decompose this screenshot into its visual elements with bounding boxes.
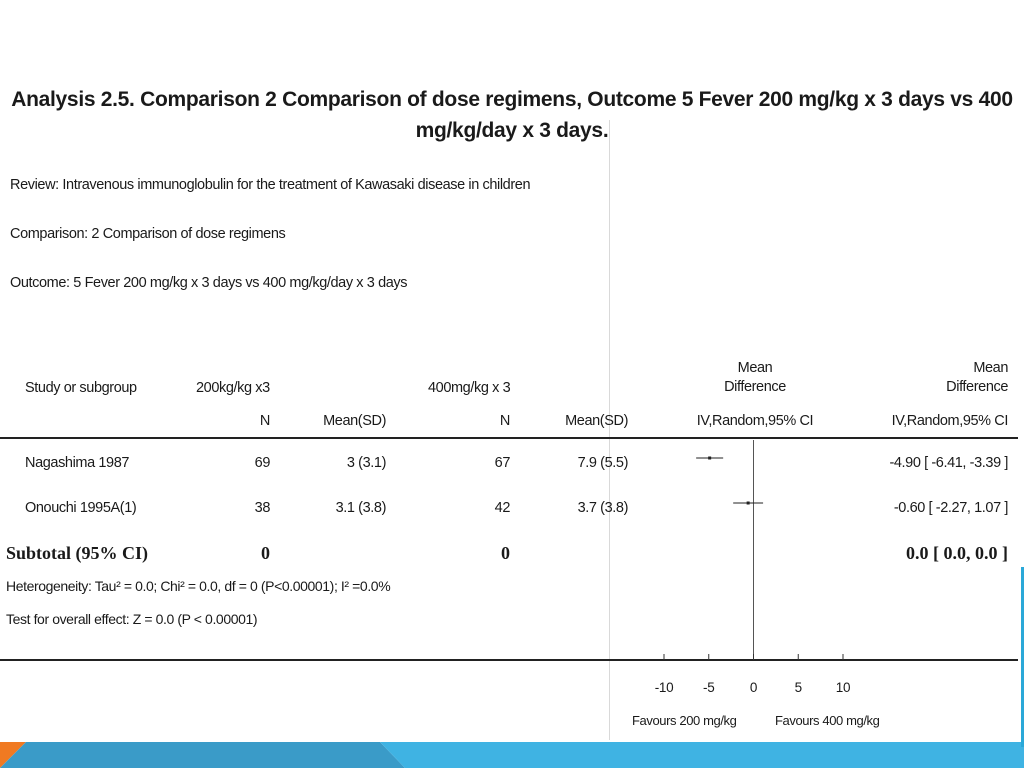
study-name: Onouchi 1995A(1)	[25, 500, 137, 516]
favours-left-label: Favours 200 mg/kg	[632, 713, 737, 728]
study-name: Nagashima 1987	[25, 455, 130, 471]
subtotal-n1: 0	[261, 543, 270, 563]
study-n1: 69	[254, 455, 270, 471]
outcome-line: Outcome: 5 Fever 200 mg/kg x 3 days vs 400 mg/kg/day x 3 days	[10, 275, 408, 291]
header-md-text-2: Difference	[946, 379, 1008, 395]
study-mean1: 3.1 (3.8)	[335, 500, 386, 516]
footer-light-blue-band	[380, 742, 1024, 768]
favours-right-label: Favours 400 mg/kg	[775, 713, 880, 728]
review-line: Review: Intravenous immunoglobulin for the treatment of Kawasaki disease in children	[10, 177, 531, 193]
axis-tick-label: 5	[794, 680, 802, 695]
axis-tick-label: 0	[749, 680, 758, 695]
study-mean2: 7.9 (5.5)	[577, 455, 628, 471]
heterogeneity-text: Heterogeneity: Tau² = 0.0; Chi² = 0.0, df = 0 (P<0.00001); I² =0.0%	[6, 578, 391, 594]
study-mean1: 3 (3.1)	[346, 455, 386, 471]
overall-effect-text: Test for overall effect: Z = 0.0 (P < 0.00001)	[6, 611, 258, 627]
header-group1: 200kg/kg x3	[196, 380, 270, 396]
footer-dark-blue-band	[0, 742, 405, 768]
analysis-title-line2: mg/kg/day x 3 days.	[415, 119, 609, 142]
header-md-text-1: Mean	[973, 360, 1008, 376]
analysis-title-line1: Analysis 2.5. Comparison 2 Comparison of dose regimens, Outcome 5 Fever 200 mg/kg x 3 days vs 400	[11, 88, 1013, 111]
header-md-text-3: IV,Random,95% CI	[891, 413, 1008, 429]
study-point-estimate	[708, 457, 711, 460]
axis-tick-label: -5	[703, 680, 715, 695]
subtotal-n2: 0	[501, 543, 510, 563]
comparison-line: Comparison: 2 Comparison of dose regimens	[10, 226, 286, 242]
study-ci-text: -4.90 [ -6.41, -3.39 ]	[889, 455, 1008, 471]
study-ci-text: -0.60 [ -2.27, 1.07 ]	[893, 500, 1008, 516]
study-n2: 67	[494, 455, 510, 471]
header-md-plot-2: Difference	[724, 379, 786, 395]
header-md-plot-3: IV,Random,95% CI	[696, 413, 814, 429]
header-md-plot-1: Mean	[737, 360, 773, 376]
slide-footer-band	[0, 742, 1024, 768]
subtotal-label: Subtotal (95% CI)	[6, 543, 149, 563]
axis-tick-label: -10	[654, 680, 674, 695]
header-mean1: Mean(SD)	[323, 413, 386, 429]
study-n2: 42	[494, 500, 510, 516]
header-n1: N	[259, 413, 270, 429]
subtotal-ci-text: 0.0 [ 0.0, 0.0 ]	[906, 543, 1008, 563]
axis-tick-label: 10	[835, 680, 851, 695]
study-point-estimate	[747, 502, 750, 505]
header-mean2: Mean(SD)	[565, 413, 628, 429]
header-group2: 400mg/kg x 3	[428, 380, 511, 396]
study-mean2: 3.7 (3.8)	[577, 500, 628, 516]
header-study: Study or subgroup	[25, 380, 137, 396]
header-n2: N	[499, 413, 510, 429]
study-n1: 38	[254, 500, 270, 516]
